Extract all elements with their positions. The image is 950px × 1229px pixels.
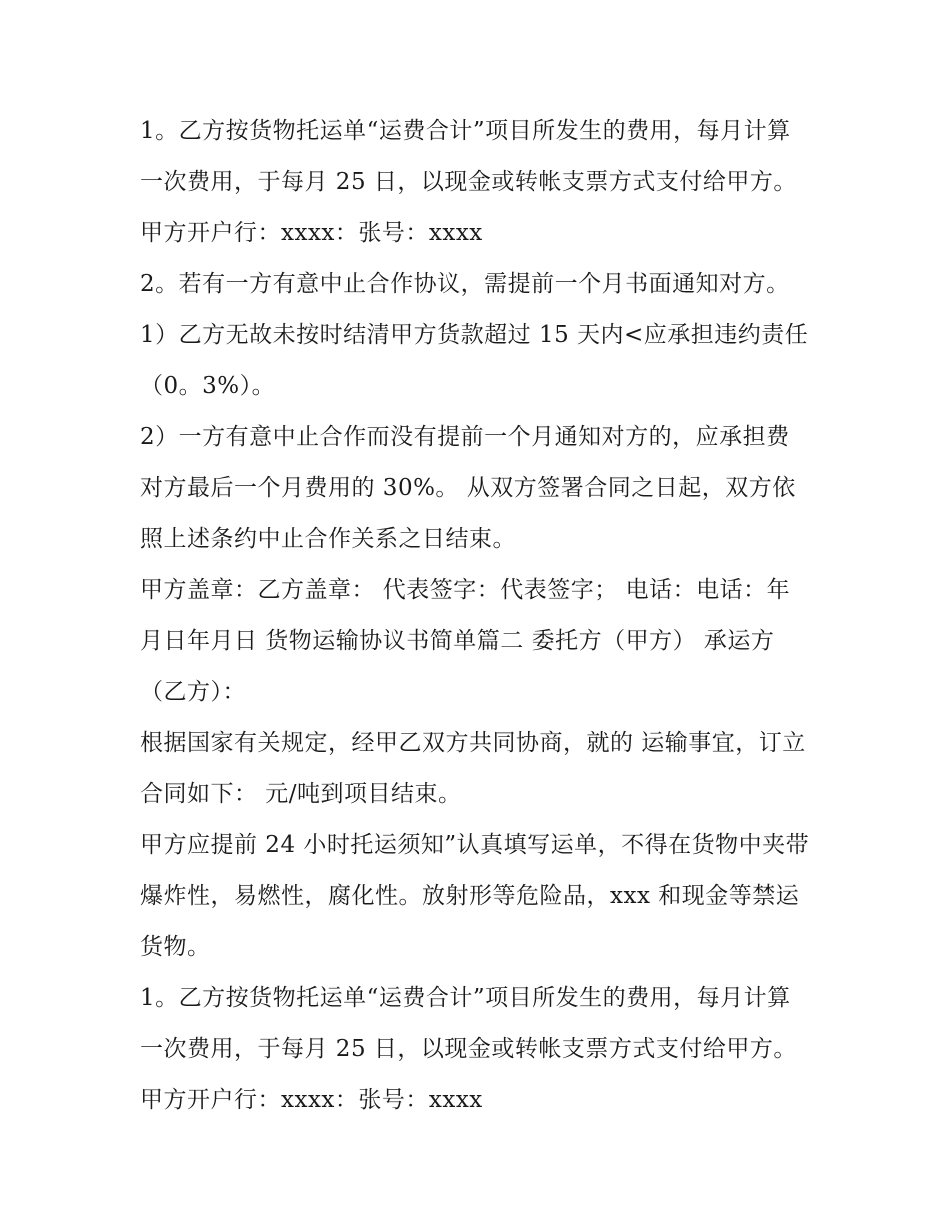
paragraph-shipping-rules: 甲方应提前 24 小时托运须知”认真填写运单，不得在货物中夹带爆炸性，易燃性，腐化性。放射形等危险品，xxx 和现金等禁运货物。 <box>140 832 810 960</box>
paragraph-signatures: 甲方盖章：乙方盖章： 代表签字：代表签字； 电话：电话：年月日年月日 货物运输协议书简单篇二 委托方（甲方） 承运方（乙方）： <box>140 577 791 705</box>
paragraph-payment-terms: 1。乙方按货物托运单“运费合计”项目所发生的费用，每月计算一次费用，于每月 25 日，以现金或转帐支票方式支付给甲方。甲方开户行：xxxx：张号：xxxx <box>140 118 797 246</box>
paragraph-termination-notice: 2。若有一方有意中止合作协议，需提前一个月书面通知对方。 1）乙方无故未按时结清甲方货款超过 15 天内<应承担违约责任（0。3%）。 <box>140 271 809 399</box>
paragraph-payment-terms-repeat: 1。乙方按货物托运单“运费合计”项目所发生的费用，每月计算一次费用，于每月 25 日，以现金或转帐支票方式支付给甲方。甲方开户行：xxxx：张号：xxxx <box>140 985 797 1113</box>
paragraph-termination-penalty: 2）一方有意中止合作而没有提前一个月通知对方的，应承担费对方最后一个月费用的 30%。 从双方签署合同之日起，双方依照上述条约中止合作关系之日结束。 <box>140 424 796 552</box>
document-body <box>140 106 810 1126</box>
paragraph-agreement-basis: 根据国家有关规定，经甲乙双方共同协商，就的 运输事宜，订立合同如下： 元/吨到项目结束。 <box>140 730 806 807</box>
